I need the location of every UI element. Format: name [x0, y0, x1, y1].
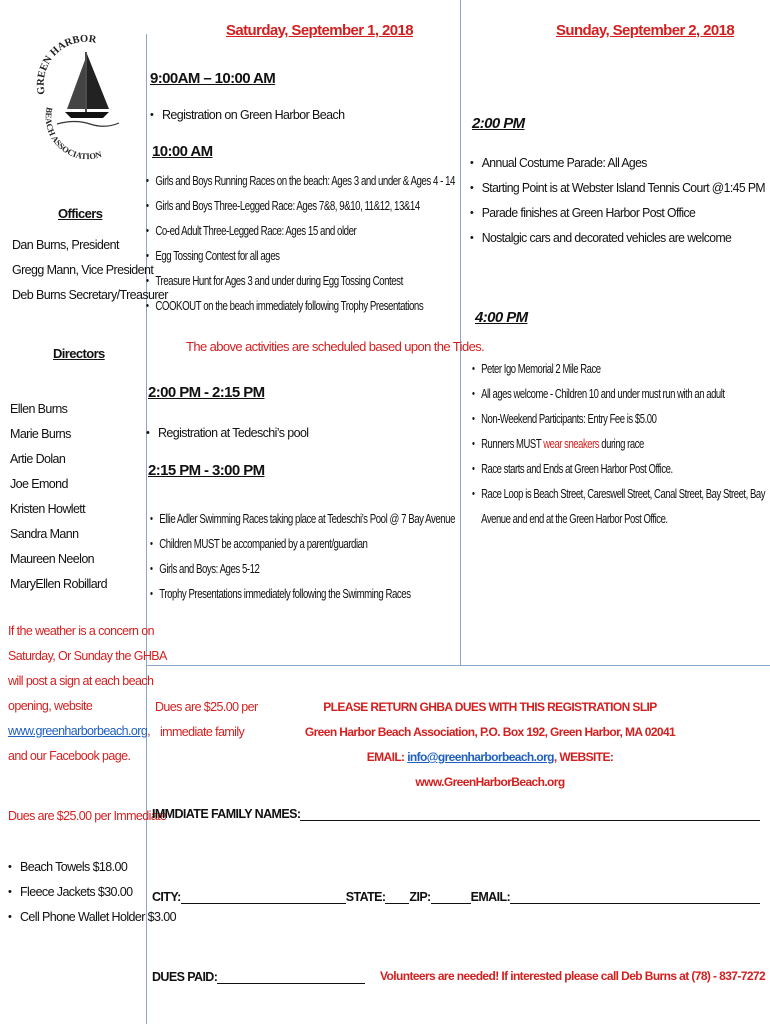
saturday-time-4: 2:15 PM - 3:00 PM	[148, 462, 265, 479]
slip-dues-line: Dues are $25.00 per	[155, 700, 258, 714]
officers-title: Officers	[58, 206, 103, 221]
sailboat-logo-icon	[35, 12, 135, 167]
slip-dues-note	[155, 695, 258, 745]
names-field[interactable]	[300, 806, 760, 821]
city-label: CITY:	[152, 890, 181, 904]
race-loop-line-2: Avenue and end at the Green Harbor Post Office.	[481, 512, 668, 526]
link-comma: ,	[147, 724, 151, 738]
slip-dues-line: immediate family	[160, 725, 245, 739]
saturday-time-2: 10:00 AM	[152, 143, 213, 160]
weather-link-line	[8, 719, 167, 744]
schedule-item: • Children MUST be accompanied by a parent/guardian	[150, 532, 455, 557]
officer-entry: Deb Burns Secretary/Treasurer	[12, 288, 168, 302]
schedule-item: • Ellie Adler Swimming Races taking place at Tedeschi’s Pool @ 7 Bay Avenue	[150, 507, 455, 532]
schedule-item: • Girls and Boys: Ages 5-12	[150, 557, 455, 582]
dues-paid-field[interactable]	[217, 969, 365, 984]
director-entry: MaryEllen Robillard	[10, 577, 107, 591]
director-entry: Marie Burns	[10, 427, 71, 441]
slip-header-line-2: Green Harbor Beach Association, P.O. Box 192, Green Harbor, MA 02041	[304, 725, 676, 739]
directors-title: Directors	[53, 346, 105, 361]
merch-item: • Beach Towels $18.00	[8, 855, 176, 880]
runners-pre: Runners MUST	[481, 437, 544, 451]
schedule-item: • Annual Costume Parade: All Ages	[470, 151, 765, 176]
sunday-list-1	[470, 151, 770, 251]
schedule-item-race-loop	[472, 482, 765, 532]
merch-list	[8, 855, 176, 930]
schedule-item: • Egg Tossing Contest for all ages	[146, 244, 455, 269]
saturday-time-1: 9:00AM – 10:00 AM	[150, 70, 276, 87]
names-label: IMMDIATE FAMILY NAMES:	[152, 807, 301, 821]
director-entry: Sandra Mann	[10, 527, 79, 541]
dues-paid-row	[152, 969, 365, 984]
schedule-item: • Non-Weekend Participants: Entry Fee is $5.00	[472, 407, 765, 432]
sunday-title: Sunday, September 2, 2018	[556, 22, 735, 39]
dues-paid-label: DUES PAID:	[152, 970, 218, 984]
schedule-item: • Race starts and Ends at Green Harbor Post Office.	[472, 457, 765, 482]
state-label: STATE:	[345, 890, 386, 904]
schedule-item: • Trophy Presentations immediately following the Swimming Races	[150, 582, 455, 607]
website-link[interactable]: www.greenharborbeach.org	[8, 724, 148, 738]
weather-line: opening, website	[8, 699, 93, 713]
tides-note: The above activities are scheduled based upon the Tides.	[186, 339, 485, 354]
slip-header-line-1: PLEASE RETURN GHBA DUES WITH THIS REGISTRATION SLIP	[323, 700, 657, 714]
schedule-item: • Girls and Boys Running Races on the beach: Ages 3 and under & Ages 4 - 14	[146, 169, 455, 194]
sunday-time-1: 2:00 PM	[472, 115, 525, 132]
sidebar-dues-text: Dues are $25.00 per Immediate	[8, 809, 167, 823]
weather-notice	[8, 619, 167, 769]
email-suffix: , WEBSITE: www.GreenHarborBeach.org	[415, 750, 614, 789]
schedule-item: • Registration on Green Harbor Beach	[150, 103, 345, 128]
race-loop-line-1: Race Loop is Beach Street, Careswell Street, Canal Street, Bay Street, Bay	[481, 487, 765, 501]
saturday-time-3: 2:00 PM - 2:15 PM	[148, 384, 265, 401]
merch-item: • Fleece Jackets $30.00	[8, 880, 176, 905]
schedule-item: • COOKOUT on the beach immediately following Trophy Presentations	[146, 294, 455, 319]
logo-arc-top: GREEN HARBOR	[35, 33, 98, 96]
schedule-item: • All ages welcome - Children 10 and under must run with an adult	[472, 382, 765, 407]
schedule-item: • Girls and Boys Three-Legged Race: Ages 7&8, 9&10, 11&12, 13&14	[146, 194, 455, 219]
state-field[interactable]	[385, 889, 409, 904]
slip-header	[300, 695, 680, 795]
volunteers-note: Volunteers are needed! If interested please call Deb Burns at (78) - 837-7272	[380, 969, 766, 983]
director-entry: Artie Dolan	[10, 452, 66, 466]
slip-header-line-3	[300, 745, 680, 795]
schedule-item: • Peter Igo Memorial 2 Mile Race	[472, 357, 765, 382]
email-prefix: EMAIL:	[366, 750, 408, 764]
director-entry: Kristen Howlett	[10, 502, 86, 516]
schedule-item: • Treasure Hunt for Ages 3 and under during Egg Tossing Contest	[146, 269, 455, 294]
email-label: EMAIL:	[470, 890, 511, 904]
schedule-item: • Registration at Tedeschi’s pool	[146, 421, 309, 446]
schedule-item: • Co-ed Adult Three-Legged Race: Ages 15 and older	[146, 219, 455, 244]
logo-arc-bottom: BEACH ASSOCIATION	[43, 106, 103, 162]
officer-entry: Dan Burns, President	[12, 238, 119, 252]
weather-line: will post a sign at each beach	[8, 674, 154, 688]
association-logo	[35, 12, 135, 167]
merch-item: • Cell Phone Wallet Holder $3.00	[8, 905, 176, 930]
schedule-item-runners	[472, 432, 765, 457]
schedule-item: • Parade finishes at Green Harbor Post Office	[470, 201, 765, 226]
saturday-list-1	[150, 103, 345, 128]
city-field[interactable]	[181, 889, 346, 904]
runners-post: during race	[599, 437, 644, 451]
weather-line: Saturday, Or Sunday the GHBA	[8, 649, 167, 663]
officer-entry: Gregg Mann, Vice President	[12, 263, 154, 277]
saturday-title: Saturday, September 1, 2018	[226, 22, 413, 39]
director-entry: Maureen Neelon	[10, 552, 95, 566]
sunday-time-2: 4:00 PM	[475, 309, 528, 326]
weather-line: and our Facebook page.	[8, 749, 131, 763]
zip-label: ZIP:	[409, 890, 431, 904]
director-entry: Ellen Burns	[10, 402, 68, 416]
officers-list	[12, 233, 168, 308]
address-row	[152, 889, 760, 904]
runners-highlight: wear sneakers	[543, 437, 600, 451]
names-row	[152, 806, 760, 821]
director-entry: Joe Emond	[10, 477, 68, 491]
zip-field[interactable]	[431, 889, 471, 904]
saturday-list-3	[146, 421, 309, 446]
weather-line: If the weather is a concern on	[8, 624, 154, 638]
directors-list	[10, 397, 107, 597]
email-link[interactable]: info@greenharborbeach.org	[407, 750, 554, 764]
email-field[interactable]	[510, 889, 760, 904]
sunday-list-2	[472, 357, 770, 532]
schedule-item: • Starting Point is at Webster Island Tennis Court @1:45 PM	[470, 176, 765, 201]
schedule-item: • Nostalgic cars and decorated vehicles are welcome	[470, 226, 765, 251]
slip-divider	[146, 665, 770, 666]
